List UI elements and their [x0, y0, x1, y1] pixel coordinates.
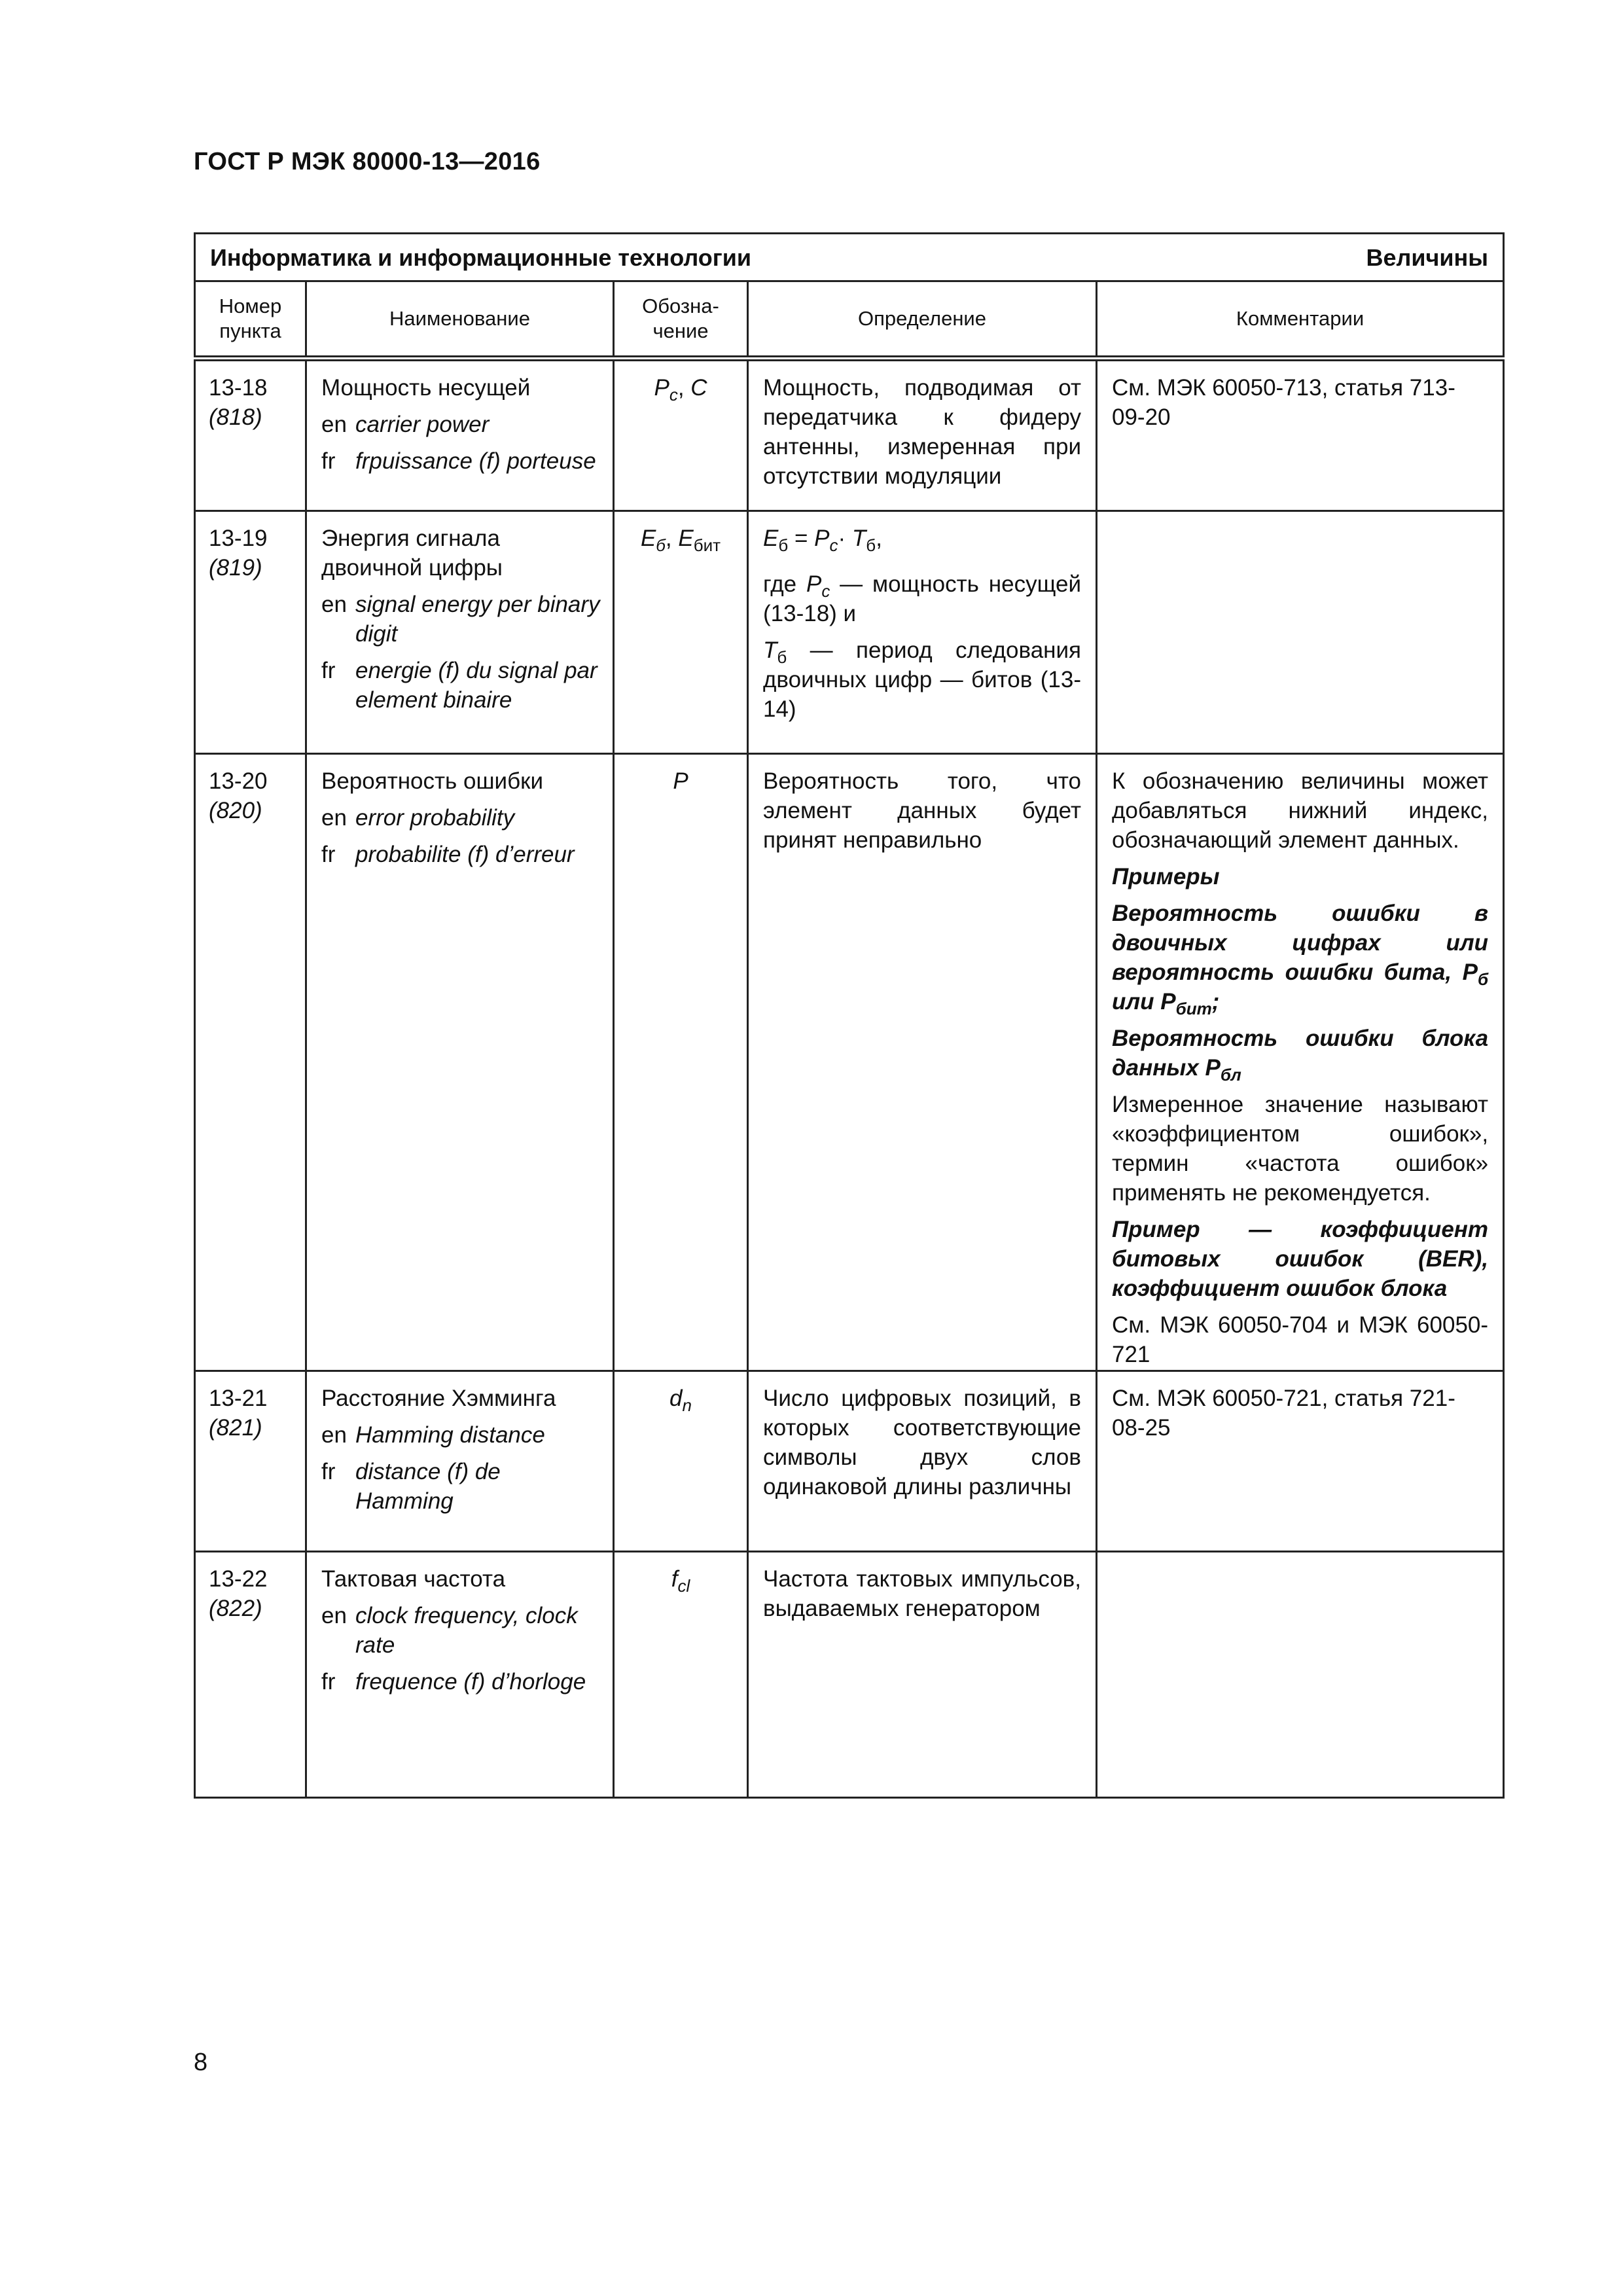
term-ru: Энергия сигнала двоичной цифры	[321, 526, 503, 581]
term-ru: Расстояние Хэмминга	[321, 1386, 556, 1411]
comment-cell	[1097, 1552, 1504, 1798]
symbol: $d_n$	[669, 1386, 692, 1415]
column-headers	[195, 281, 1504, 359]
item-number: 13-21	[209, 1386, 268, 1411]
item-number: 13-18	[209, 375, 268, 401]
item-number-cell	[195, 1552, 306, 1798]
symbol-cell	[614, 1552, 748, 1798]
col-header-number: Номер пункта	[195, 281, 306, 359]
definition-cell: Мощность, подводимая от передатчика к фидеру антенны, измеренная при отсутствии модуляции	[748, 359, 1097, 511]
term-en: carrier power	[355, 412, 490, 437]
item-number: 13-20	[209, 768, 268, 794]
item-number: 13-22	[209, 1566, 268, 1592]
lang-tag-fr: fr	[321, 658, 336, 683]
comment-text: См. МЭК 60050-721, статья 721-08-25	[1112, 1386, 1455, 1441]
document-header: ГОСТ Р МЭК 80000-13—2016	[194, 148, 541, 175]
item-number-cell	[195, 754, 306, 1371]
term-name-cell	[306, 511, 614, 754]
formula-where-p: где $P_c$ — мощность несущей (13-18) и	[763, 571, 1081, 626]
definition-cell: Число цифровых позиций, в которых соответствующие символы двух слов одинаковой длины различны	[748, 1371, 1097, 1552]
term-fr: energie (f) du signal par element binaire	[355, 658, 597, 713]
lang-tag-fr: fr	[321, 448, 336, 474]
symbol-cell	[614, 754, 748, 1371]
table-row	[195, 1371, 1504, 1552]
definition-cell: Частота тактовых импульсов, выдаваемых генератором	[748, 1552, 1097, 1798]
comment-see: См. МЭК 60050-704 и МЭК 60050-721	[1112, 1312, 1489, 1367]
term-ru: Тактовая частота	[321, 1566, 506, 1592]
item-ref: (820)	[209, 798, 262, 823]
symbol-cell	[614, 511, 748, 754]
page-number: 8	[194, 2049, 208, 2076]
comment-intro: К обозначению величины может добавляться нижний индекс, обозначающий элемент данных.	[1112, 768, 1489, 853]
comment-text: См. МЭК 60050-713, статья 713-09-20	[1112, 375, 1455, 430]
comment-cell	[1097, 359, 1504, 511]
table-row	[195, 511, 1504, 754]
lang-tag-en: en	[321, 412, 347, 437]
col-header-definition: Определение	[748, 281, 1097, 359]
item-number-cell	[195, 1371, 306, 1552]
col-header-symbol: Обозна- чение	[614, 281, 748, 359]
term-fr: frequence (f) d’horloge	[355, 1669, 586, 1695]
comment-measured: Измеренное значение называют «коэффициентом ошибок», термин «частота ошибок» применять не рекомендуется.	[1112, 1092, 1489, 1206]
comment-cell	[1097, 754, 1504, 1371]
symbol-cell	[614, 359, 748, 511]
term-name-cell	[306, 754, 614, 1371]
item-ref: (822)	[209, 1596, 262, 1621]
example-1: Вероятность ошибки в двоичных цифрах или вероятность ошибки бита, $P_б$ или $P_{бит}$;	[1112, 901, 1489, 1018]
term-fr: probabilite (f) d’erreur	[355, 842, 575, 867]
lang-tag-fr: fr	[321, 842, 336, 867]
term-name-cell	[306, 359, 614, 511]
item-ref: (818)	[209, 404, 262, 430]
comment-cell	[1097, 511, 1504, 754]
symbol: $f_{cl}$	[671, 1566, 690, 1596]
symbol-cell	[614, 1371, 748, 1552]
table-row	[195, 754, 1504, 1371]
symbol: $P_c$, C	[654, 375, 707, 404]
col-header-name: Наименование	[306, 281, 614, 359]
lang-tag-en: en	[321, 1422, 347, 1448]
term-en: signal energy per binary digit	[355, 592, 600, 647]
term-name-cell	[306, 1371, 614, 1552]
terms-table	[194, 232, 1505, 1799]
item-number: 13-19	[209, 526, 268, 551]
table-row	[195, 359, 1504, 511]
example-3: Пример — коэффициент битовых ошибок (BER), коэффициент ошибок блока	[1112, 1217, 1489, 1301]
table-row	[195, 1552, 1504, 1798]
term-en: clock frequency, clock rate	[355, 1603, 578, 1658]
item-ref: (819)	[209, 555, 262, 581]
examples-title: Примеры	[1112, 864, 1220, 889]
term-en: Hamming distance	[355, 1422, 545, 1448]
example-2: Вероятность ошибки блока данных $P_{бл}$	[1112, 1026, 1489, 1085]
term-fr: frpuissance (f) porteuse	[355, 448, 596, 474]
definition-cell	[748, 511, 1097, 754]
term-fr: distance (f) de Hamming	[355, 1459, 501, 1514]
item-number-cell	[195, 511, 306, 754]
lang-tag-en: en	[321, 1603, 347, 1628]
definition-cell: Вероятность того, что элемент данных будет принят неправильно	[748, 754, 1097, 1371]
table-banner	[195, 234, 1504, 281]
symbol: $E_б$, $E_{бит}$	[640, 526, 721, 555]
comment-cell	[1097, 1371, 1504, 1552]
formula-where-t: $T_б$ — период следования двоичных цифр — битов (13-14)	[763, 637, 1081, 722]
banner-category: Величины	[1366, 243, 1489, 271]
term-ru: Мощность несущей	[321, 375, 531, 401]
item-number-cell	[195, 359, 306, 511]
symbol: P	[673, 768, 688, 794]
lang-tag-en: en	[321, 592, 347, 617]
formula: $E_б = P_c\cdot T_б$,	[763, 526, 882, 555]
lang-tag-fr: fr	[321, 1459, 336, 1484]
col-header-comments: Комментарии	[1097, 281, 1504, 359]
lang-tag-en: en	[321, 805, 347, 831]
banner-section-title: Информатика и информационные технологии	[210, 243, 752, 271]
term-ru: Вероятность ошибки	[321, 768, 544, 794]
item-ref: (821)	[209, 1415, 262, 1441]
term-en: error probability	[355, 805, 515, 831]
lang-tag-fr: fr	[321, 1669, 336, 1695]
term-name-cell	[306, 1552, 614, 1798]
